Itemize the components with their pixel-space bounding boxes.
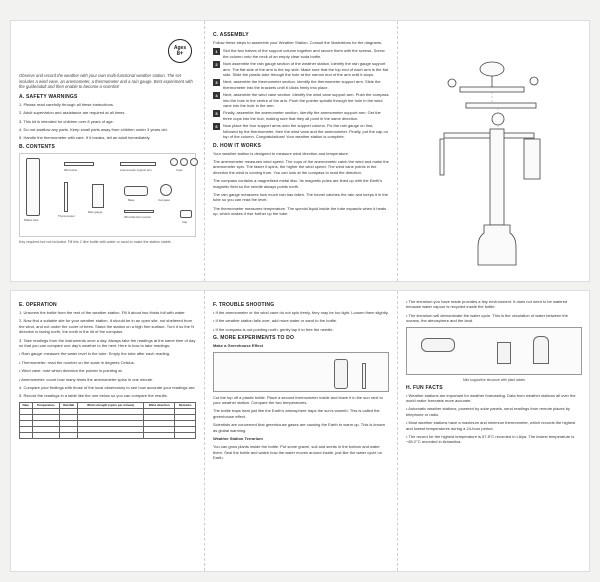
safety-item: 3. This kit is intended for children over 8 years of age. bbox=[19, 118, 114, 124]
bottle-icon bbox=[478, 225, 516, 265]
fun-fact: • Most weather stations have a maximum and minimum thermometer, which records the highest and lowest temperatures during a 24-hour period. bbox=[406, 420, 576, 431]
bottle-icon bbox=[334, 359, 348, 389]
step-text: Finally, assemble the anemometer section. Identify the anemometer support arm. Get the three cups into the hub, making sure that they all point in the same direction. bbox=[223, 110, 381, 121]
operation-paragraph: 4. Compare your findings with those of the local observatory to see how accurate your readings are. bbox=[19, 385, 196, 391]
compass-icon bbox=[492, 113, 504, 125]
column-assembly-diagram bbox=[397, 21, 590, 281]
thermometer-arm-icon bbox=[444, 133, 534, 138]
how-paragraph: The compass contains a magnetised metal disc. Its magnetic poles are lined up with the Earth's magnetic field so the needle always points north. bbox=[213, 178, 383, 189]
step-number: 5 bbox=[213, 110, 220, 117]
troubleshooting-heading: F. TROUBLE SHOOTING bbox=[213, 302, 275, 308]
troubleshooting-paragraph: • If the anemometer or the wind vane do not spin freely, they may be too tight. Loosen them slightly. bbox=[213, 310, 389, 315]
assembly-step bbox=[213, 79, 389, 90]
part-label: Thermometer bbox=[58, 213, 75, 218]
column-safety-contents bbox=[11, 21, 204, 281]
operation-paragraph: 2. Now find a suitable site for your weather station. It should be in an open site, not sheltered from the wind, and not under the cover of trees. Stand the station on a high firm surface. Turn it so the N direction is facing north, the north is the lid of the compass. bbox=[19, 318, 194, 335]
part-label: Wind direction pointer bbox=[124, 214, 152, 219]
experiment-subheading: Weather Station Terrarium bbox=[213, 436, 263, 442]
thermometer-part bbox=[64, 182, 68, 212]
cup-part bbox=[180, 158, 188, 166]
support-column-part bbox=[26, 158, 40, 216]
operation-paragraph: 3. Take readings from the instruments once a day. Always take the readings at the same time of day so that you can compare one day's weather to the next. Here is how to take readings: bbox=[19, 337, 196, 349]
part-label: Compass bbox=[158, 197, 170, 202]
cap-part bbox=[180, 210, 192, 218]
step-text: Next, assemble the wind vane section. Identify the wind vane support arm. Push the compass into the hole in the centre of the arm. Push the pointer spindle through the hole in the wind vane into the hole in the arm. bbox=[223, 92, 389, 109]
operation-paragraph: • Rain gauge: measure the water level in the tube. Empty the tube after each reading. bbox=[19, 351, 171, 357]
how-paragraph: Your weather station is designed to measure wind direction and temperature. bbox=[213, 150, 349, 156]
bottle-icon bbox=[421, 338, 455, 352]
contents-panel bbox=[19, 153, 196, 237]
cup-part bbox=[190, 158, 198, 166]
experiment-paragraph: Scientists are concerned that greenhouse gases are causing the Earth to warm up. This is known as global warming. bbox=[213, 422, 386, 433]
operation-paragraph: • Anemometer: count how many times the anemometer spins in one minute. bbox=[19, 376, 154, 382]
rain-gauge-icon bbox=[524, 139, 540, 179]
fun-fact: • Weather stations are important for weather forecasting. Data from weather stations all over the world make forecasts more accurate. bbox=[406, 392, 576, 404]
table-row bbox=[20, 432, 196, 438]
support-arm-icon bbox=[460, 87, 524, 92]
fun-facts-heading: H. FUN FACTS bbox=[406, 384, 443, 391]
assembly-step bbox=[213, 123, 389, 139]
table-header: Remarks bbox=[175, 402, 196, 408]
table-header: Wind strength (spins per minute) bbox=[78, 402, 144, 408]
part-label: Cap bbox=[182, 219, 188, 224]
terrarium-drawing bbox=[406, 327, 582, 375]
step-number: 4 bbox=[213, 92, 220, 99]
step-text: Now assemble the rain gauge section of the weather station. Identify the rain gauge support arm. The flat side of the arm is the top side. Make sure that the top end of each arm is the flat side. Slide the plastic tube through the hole at the narrow end of the arm until it stops. bbox=[223, 61, 388, 78]
terrarium-caption: Mini supportive structure with plant labels bbox=[462, 377, 525, 382]
column-troubleshooting bbox=[204, 291, 397, 571]
how-it-works-heading: D. HOW IT WORKS bbox=[213, 142, 261, 149]
step-text: Slot the two halves of the support column together and secure them with the screws. Screw the column onto the neck of an empty clear soda bottle. bbox=[223, 48, 385, 59]
assembly-step bbox=[213, 61, 389, 77]
step-number: 6 bbox=[213, 123, 220, 130]
safety-item: 4. Do not swallow any parts. Keep small parts away from children under 3 years old. bbox=[19, 127, 168, 132]
fun-fact: • The record for the highest temperature is 57.8°C recorded in Libya. The lowest temperature is −89.2°C recorded in Antarctica. bbox=[406, 434, 575, 445]
column-operation bbox=[11, 291, 204, 571]
operation-paragraph: 5. Record the readings in a table like the one below so you can compare the results. bbox=[19, 393, 168, 399]
table-header: Date bbox=[20, 402, 33, 408]
cup-icon bbox=[448, 79, 456, 87]
support-column-icon bbox=[490, 129, 504, 225]
instruction-sheet-front bbox=[10, 20, 590, 282]
step-text: Now place the four support arms onto the support column. Fix the rain gauge on first, followed by the thermometer, then the wind vane and the anemometer. Finally, put the cap on top of the column. Congratulations! Your weather station is complete. bbox=[223, 123, 388, 140]
operation-heading: E. OPERATION bbox=[19, 302, 57, 308]
how-paragraph: The anemometer measures wind speed. The cups of the anemometer catch the wind and make the anemometer spin. The faster it spins, the higher the wind speed. The wind vane points in the direction the wind is coming from. You can look at the compass to read the direction. bbox=[213, 158, 389, 175]
assembly-step bbox=[213, 110, 389, 121]
how-paragraph: The thermometer measures temperature. The special liquid inside the tube expands when it heats up, which makes it rise further up the tube. bbox=[213, 205, 387, 217]
part-label: Base bbox=[128, 197, 135, 202]
column-assembly bbox=[204, 21, 397, 281]
pot-icon bbox=[497, 342, 511, 364]
contents-note: Key required but not included. Fill this 2 litre bottle with water or sand to make the station stable. bbox=[19, 239, 172, 244]
table-header: Wind direction bbox=[144, 402, 175, 408]
assembly-step bbox=[213, 92, 389, 108]
wind-vane-part bbox=[64, 162, 94, 166]
terrarium-paragraph: • The terrarium will demonstrate the water cycle. This is the circulation of water between the oceans, the atmosphere and the land. bbox=[406, 312, 568, 324]
part-label: Plastic tube bbox=[24, 217, 39, 222]
age-badge bbox=[168, 39, 192, 63]
pointer-part bbox=[124, 210, 154, 213]
step-number: 2 bbox=[213, 61, 220, 68]
step-number: 3 bbox=[213, 79, 220, 86]
column-fun-facts bbox=[397, 291, 590, 571]
part-label: Cups bbox=[176, 167, 183, 172]
how-paragraph: The rain gauge measures how much rain has fallen. The funnel catches the rain and keeps it in the tube so you can read the level. bbox=[213, 191, 388, 203]
assembly-step bbox=[213, 48, 389, 59]
experiment-subheading: Make a Greenhouse Effect bbox=[213, 343, 264, 349]
exploded-assembly-diagram bbox=[406, 29, 582, 269]
age-value: 8+ bbox=[176, 51, 184, 57]
operation-paragraph: 1. Unscrew the bottle from the rest of the weather station. Fill it about two thirds full with water. bbox=[19, 310, 186, 315]
table-header: Rainfall bbox=[60, 402, 78, 408]
experiments-heading: G. MORE EXPERIMENTS TO DO bbox=[213, 335, 295, 342]
cup-part bbox=[170, 158, 178, 166]
safety-item: 1. Please read carefully through all these instructions. bbox=[19, 101, 114, 107]
intro-text: Observe and record the weather with your own multi-functional weather station. The set includes a wind vane, an anemometer, a thermometer and a rain gauge. Best experiment with the guide/adult and then enable to become a scientist! bbox=[19, 73, 193, 90]
terrarium-paragraph: • The terrarium you have made provides a tiny environment. It does not need to be watered because water vapour is recycled inside the bottle. bbox=[406, 299, 568, 310]
part-label: Wind vane bbox=[64, 167, 78, 172]
troubleshooting-paragraph: • If the weather station falls over, add more water or sand to the bottle. bbox=[213, 318, 338, 324]
experiment-paragraph: Cut the top off a plastic bottle. Place a second thermometer inside and leave it in the sun next to your weather station. Compare the two temperatures. bbox=[213, 394, 383, 406]
experiment-paragraph: You can grow plants inside the bottle. Put some gravel, soil and seeds in the bottom and water them. Seal the bottle and watch how the water moves around inside, just like the water cycle on Earth. bbox=[213, 444, 382, 461]
part-label: Rain gauge bbox=[88, 209, 103, 214]
assembly-heading: C. ASSEMBLY bbox=[213, 32, 249, 38]
safety-item: 5. Handle the thermometer with care. If it breaks, tell an adult immediately. bbox=[19, 135, 151, 141]
table-header: Temperature bbox=[32, 402, 60, 408]
experiment-paragraph: The bottle traps heat just like the Earth's atmosphere traps the sun's warmth. This is called the greenhouse effect. bbox=[213, 408, 380, 419]
terrarium-icon bbox=[533, 336, 549, 364]
greenhouse-drawing bbox=[213, 352, 389, 392]
age-label: Ages bbox=[173, 45, 187, 51]
safety-heading: A. SAFETY WARNINGS bbox=[19, 93, 78, 100]
thermometer-icon bbox=[362, 363, 366, 389]
instruction-sheet-back bbox=[10, 290, 590, 572]
cup-icon bbox=[530, 77, 538, 85]
wind-vane-icon bbox=[466, 103, 536, 108]
step-number: 1 bbox=[213, 48, 220, 55]
support-arm-part bbox=[120, 162, 156, 166]
operation-paragraph: • Wind vane: note which direction the pointer is pointing at. bbox=[19, 368, 123, 374]
readings-table bbox=[19, 402, 196, 439]
compass-part bbox=[160, 184, 172, 196]
rain-gauge-part bbox=[92, 184, 104, 208]
thermometer-icon bbox=[440, 139, 444, 175]
step-text: Next, assemble the thermometer section. Identify the thermometer support arm. Slide the thermometer into the brackets until it clicks firmly into place. bbox=[223, 79, 381, 90]
part-label: Anemometer support arm bbox=[120, 167, 152, 172]
base-part bbox=[124, 186, 148, 196]
operation-paragraph: • Thermometer: read the number on the scale in degrees Celsius. bbox=[19, 359, 135, 365]
contents-heading: B. CONTENTS bbox=[19, 143, 56, 150]
assembly-lead: Follow these steps to assemble your Weather Station. Consult the illustrations for the diagrams. bbox=[213, 40, 383, 45]
anemometer-hub-icon bbox=[480, 62, 504, 76]
fun-fact: • Automatic weather stations, powered by solar panels, send readings from remote places by telephone or radio. bbox=[406, 406, 570, 417]
safety-item: 2. Adult supervision and assistance are required at all times. bbox=[19, 110, 126, 116]
troubleshooting-paragraph: • If the compass is not pointing north, gently tap it to free the needle. bbox=[213, 326, 334, 332]
